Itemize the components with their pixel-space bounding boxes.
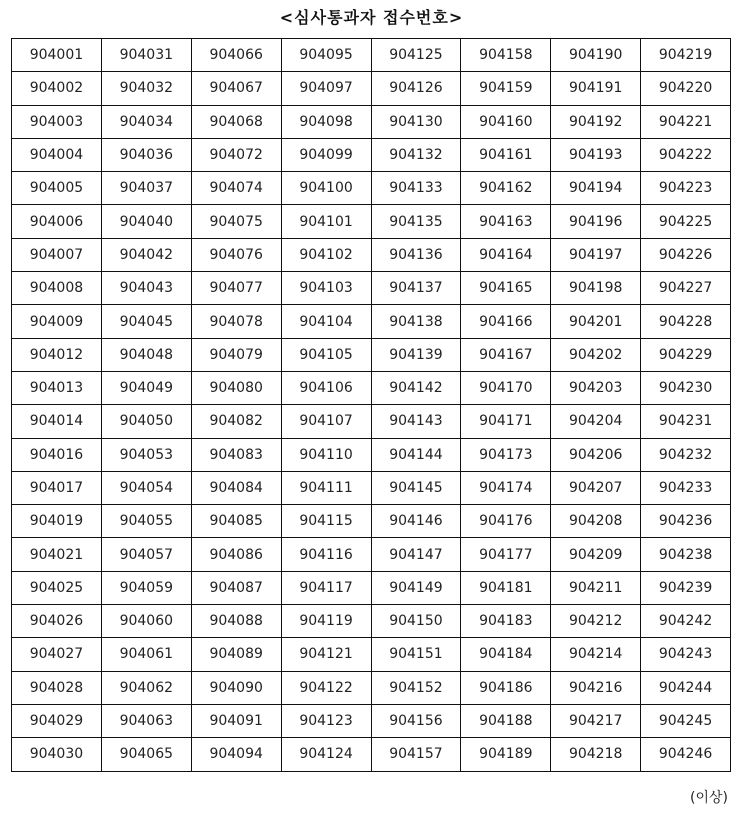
registration-number-cell: 904143 [371, 405, 461, 438]
table-row [12, 738, 731, 771]
registration-number-cell: 904034 [101, 105, 191, 138]
registration-number-cell: 904203 [551, 371, 641, 404]
registration-number-cell: 904244 [641, 671, 731, 704]
table-row [12, 405, 731, 438]
registration-number-cell: 904117 [281, 571, 371, 604]
registration-number-cell: 904243 [641, 638, 731, 671]
registration-number-cell: 904236 [641, 505, 731, 538]
registration-number-cell: 904192 [551, 105, 641, 138]
registration-number-cell: 904004 [12, 138, 102, 171]
registration-number-cell: 904001 [12, 39, 102, 72]
registration-number-cell: 904165 [461, 272, 551, 305]
registration-number-cell: 904135 [371, 205, 461, 238]
registration-number-cell: 904217 [551, 704, 641, 737]
registration-number-cell: 904057 [101, 538, 191, 571]
registration-number-cell: 904227 [641, 272, 731, 305]
registration-number-cell: 904177 [461, 538, 551, 571]
table-row [12, 605, 731, 638]
registration-number-cell: 904164 [461, 238, 551, 271]
registration-number-cell: 904007 [12, 238, 102, 271]
registration-number-cell: 904194 [551, 172, 641, 205]
registration-number-cell: 904157 [371, 738, 461, 771]
registration-number-cell: 904121 [281, 638, 371, 671]
registration-number-cell: 904196 [551, 205, 641, 238]
registration-number-cell: 904204 [551, 405, 641, 438]
table-row [12, 205, 731, 238]
registration-number-cell: 904163 [461, 205, 551, 238]
registration-number-cell: 904147 [371, 538, 461, 571]
registration-number-cell: 904152 [371, 671, 461, 704]
registration-number-cell: 904037 [101, 172, 191, 205]
registration-number-cell: 904162 [461, 172, 551, 205]
registration-number-cell: 904008 [12, 272, 102, 305]
registration-number-cell: 904245 [641, 704, 731, 737]
registration-number-cell: 904111 [281, 471, 371, 504]
registration-number-cell: 904029 [12, 704, 102, 737]
registration-number-cell: 904125 [371, 39, 461, 72]
registration-number-cell: 904110 [281, 438, 371, 471]
table-row [12, 671, 731, 704]
registration-number-cell: 904003 [12, 105, 102, 138]
registration-number-cell: 904119 [281, 605, 371, 638]
registration-number-cell: 904032 [101, 72, 191, 105]
registration-number-cell: 904220 [641, 72, 731, 105]
registration-number-cell: 904019 [12, 505, 102, 538]
registration-number-cell: 904098 [281, 105, 371, 138]
registration-number-cell: 904090 [191, 671, 281, 704]
registration-number-cell: 904050 [101, 405, 191, 438]
registration-number-cell: 904198 [551, 272, 641, 305]
registration-number-cell: 904105 [281, 338, 371, 371]
registration-number-cell: 904156 [371, 704, 461, 737]
registration-number-cell: 904188 [461, 704, 551, 737]
registration-number-cell: 904218 [551, 738, 641, 771]
registration-number-cell: 904088 [191, 605, 281, 638]
registration-number-cell: 904060 [101, 605, 191, 638]
registration-number-cell: 904130 [371, 105, 461, 138]
table-row [12, 538, 731, 571]
registration-number-cell: 904145 [371, 471, 461, 504]
registration-number-cell: 904174 [461, 471, 551, 504]
registration-number-table [11, 38, 731, 772]
table-row [12, 39, 731, 72]
registration-number-cell: 904036 [101, 138, 191, 171]
registration-number-cell: 904063 [101, 704, 191, 737]
registration-number-cell: 904221 [641, 105, 731, 138]
table-row [12, 471, 731, 504]
registration-number-cell: 904025 [12, 571, 102, 604]
registration-number-cell: 904170 [461, 371, 551, 404]
registration-number-cell: 904086 [191, 538, 281, 571]
registration-number-cell: 904193 [551, 138, 641, 171]
registration-number-cell: 904021 [12, 538, 102, 571]
registration-number-cell: 904085 [191, 505, 281, 538]
end-mark: (이상) [690, 790, 728, 806]
registration-number-cell: 904186 [461, 671, 551, 704]
registration-number-cell: 904225 [641, 205, 731, 238]
table-row [12, 72, 731, 105]
registration-number-cell: 904230 [641, 371, 731, 404]
registration-number-cell: 904123 [281, 704, 371, 737]
registration-number-cell: 904122 [281, 671, 371, 704]
registration-number-cell: 904027 [12, 638, 102, 671]
registration-number-cell: 904208 [551, 505, 641, 538]
registration-number-cell: 904066 [191, 39, 281, 72]
registration-number-cell: 904059 [101, 571, 191, 604]
table-row [12, 138, 731, 171]
registration-number-cell: 904201 [551, 305, 641, 338]
table-row [12, 238, 731, 271]
table-body [12, 39, 731, 772]
registration-number-cell: 904061 [101, 638, 191, 671]
registration-number-cell: 904107 [281, 405, 371, 438]
registration-number-cell: 904094 [191, 738, 281, 771]
registration-number-cell: 904158 [461, 39, 551, 72]
registration-number-cell: 904231 [641, 405, 731, 438]
registration-number-cell: 904048 [101, 338, 191, 371]
registration-number-cell: 904242 [641, 605, 731, 638]
registration-number-cell: 904099 [281, 138, 371, 171]
registration-number-cell: 904068 [191, 105, 281, 138]
registration-number-cell: 904137 [371, 272, 461, 305]
registration-number-cell: 904239 [641, 571, 731, 604]
registration-number-cell: 904150 [371, 605, 461, 638]
page-title: <심사통과자 접수번호> [279, 8, 464, 27]
registration-number-cell: 904190 [551, 39, 641, 72]
registration-number-cell: 904228 [641, 305, 731, 338]
registration-number-cell: 904005 [12, 172, 102, 205]
registration-number-cell: 904238 [641, 538, 731, 571]
registration-number-cell: 904233 [641, 471, 731, 504]
registration-number-cell: 904076 [191, 238, 281, 271]
registration-number-cell: 904080 [191, 371, 281, 404]
registration-number-cell: 904226 [641, 238, 731, 271]
registration-number-cell: 904091 [191, 704, 281, 737]
registration-number-cell: 904142 [371, 371, 461, 404]
registration-number-cell: 904084 [191, 471, 281, 504]
registration-number-cell: 904101 [281, 205, 371, 238]
registration-number-cell: 904211 [551, 571, 641, 604]
table-row [12, 172, 731, 205]
registration-number-cell: 904074 [191, 172, 281, 205]
registration-number-cell: 904216 [551, 671, 641, 704]
registration-number-cell: 904214 [551, 638, 641, 671]
registration-number-cell: 904222 [641, 138, 731, 171]
registration-number-cell: 904100 [281, 172, 371, 205]
registration-number-cell: 904026 [12, 605, 102, 638]
table-row [12, 371, 731, 404]
registration-number-cell: 904079 [191, 338, 281, 371]
registration-number-cell: 904219 [641, 39, 731, 72]
table-row [12, 338, 731, 371]
registration-number-cell: 904054 [101, 471, 191, 504]
registration-number-cell: 904106 [281, 371, 371, 404]
registration-number-cell: 904053 [101, 438, 191, 471]
registration-number-cell: 904167 [461, 338, 551, 371]
table-row [12, 438, 731, 471]
registration-number-cell: 904030 [12, 738, 102, 771]
registration-number-cell: 904097 [281, 72, 371, 105]
registration-number-cell: 904138 [371, 305, 461, 338]
registration-number-cell: 904183 [461, 605, 551, 638]
registration-number-cell: 904014 [12, 405, 102, 438]
registration-number-cell: 904197 [551, 238, 641, 271]
registration-number-cell: 904012 [12, 338, 102, 371]
registration-number-cell: 904159 [461, 72, 551, 105]
registration-number-cell: 904104 [281, 305, 371, 338]
registration-number-cell: 904062 [101, 671, 191, 704]
registration-number-cell: 904116 [281, 538, 371, 571]
registration-number-cell: 904028 [12, 671, 102, 704]
table-row [12, 638, 731, 671]
registration-number-cell: 904102 [281, 238, 371, 271]
registration-number-cell: 904136 [371, 238, 461, 271]
table-row [12, 704, 731, 737]
registration-number-cell: 904115 [281, 505, 371, 538]
registration-number-cell: 904223 [641, 172, 731, 205]
registration-number-cell: 904139 [371, 338, 461, 371]
registration-number-cell: 904160 [461, 105, 551, 138]
registration-number-cell: 904207 [551, 471, 641, 504]
registration-number-cell: 904016 [12, 438, 102, 471]
registration-number-cell: 904149 [371, 571, 461, 604]
registration-number-cell: 904017 [12, 471, 102, 504]
registration-number-cell: 904209 [551, 538, 641, 571]
registration-number-cell: 904151 [371, 638, 461, 671]
registration-number-cell: 904146 [371, 505, 461, 538]
registration-number-cell: 904075 [191, 205, 281, 238]
registration-number-cell: 904232 [641, 438, 731, 471]
registration-number-cell: 904055 [101, 505, 191, 538]
registration-number-cell: 904184 [461, 638, 551, 671]
registration-number-cell: 904189 [461, 738, 551, 771]
registration-number-cell: 904072 [191, 138, 281, 171]
registration-number-cell: 904132 [371, 138, 461, 171]
registration-number-cell: 904067 [191, 72, 281, 105]
registration-number-cell: 904040 [101, 205, 191, 238]
table-row [12, 305, 731, 338]
registration-number-cell: 904077 [191, 272, 281, 305]
registration-number-cell: 904087 [191, 571, 281, 604]
registration-number-cell: 904031 [101, 39, 191, 72]
registration-number-cell: 904049 [101, 371, 191, 404]
table-row [12, 571, 731, 604]
registration-number-cell: 904103 [281, 272, 371, 305]
registration-number-cell: 904095 [281, 39, 371, 72]
registration-number-cell: 904043 [101, 272, 191, 305]
registration-number-cell: 904166 [461, 305, 551, 338]
registration-number-cell: 904083 [191, 438, 281, 471]
registration-number-cell: 904176 [461, 505, 551, 538]
registration-number-cell: 904009 [12, 305, 102, 338]
registration-number-cell: 904065 [101, 738, 191, 771]
registration-number-cell: 904013 [12, 371, 102, 404]
registration-number-cell: 904082 [191, 405, 281, 438]
registration-number-cell: 904202 [551, 338, 641, 371]
registration-number-cell: 904078 [191, 305, 281, 338]
registration-number-cell: 904006 [12, 205, 102, 238]
registration-number-cell: 904089 [191, 638, 281, 671]
table-row [12, 272, 731, 305]
registration-number-cell: 904206 [551, 438, 641, 471]
registration-number-cell: 904045 [101, 305, 191, 338]
registration-number-cell: 904229 [641, 338, 731, 371]
registration-number-cell: 904246 [641, 738, 731, 771]
registration-number-cell: 904144 [371, 438, 461, 471]
registration-number-cell: 904133 [371, 172, 461, 205]
registration-number-cell: 904124 [281, 738, 371, 771]
registration-number-cell: 904212 [551, 605, 641, 638]
registration-number-cell: 904191 [551, 72, 641, 105]
table-row [12, 505, 731, 538]
registration-number-cell: 904002 [12, 72, 102, 105]
registration-number-cell: 904126 [371, 72, 461, 105]
registration-number-cell: 904181 [461, 571, 551, 604]
registration-number-cell: 904171 [461, 405, 551, 438]
registration-number-cell: 904042 [101, 238, 191, 271]
registration-number-cell: 904173 [461, 438, 551, 471]
registration-number-cell: 904161 [461, 138, 551, 171]
table-row [12, 105, 731, 138]
